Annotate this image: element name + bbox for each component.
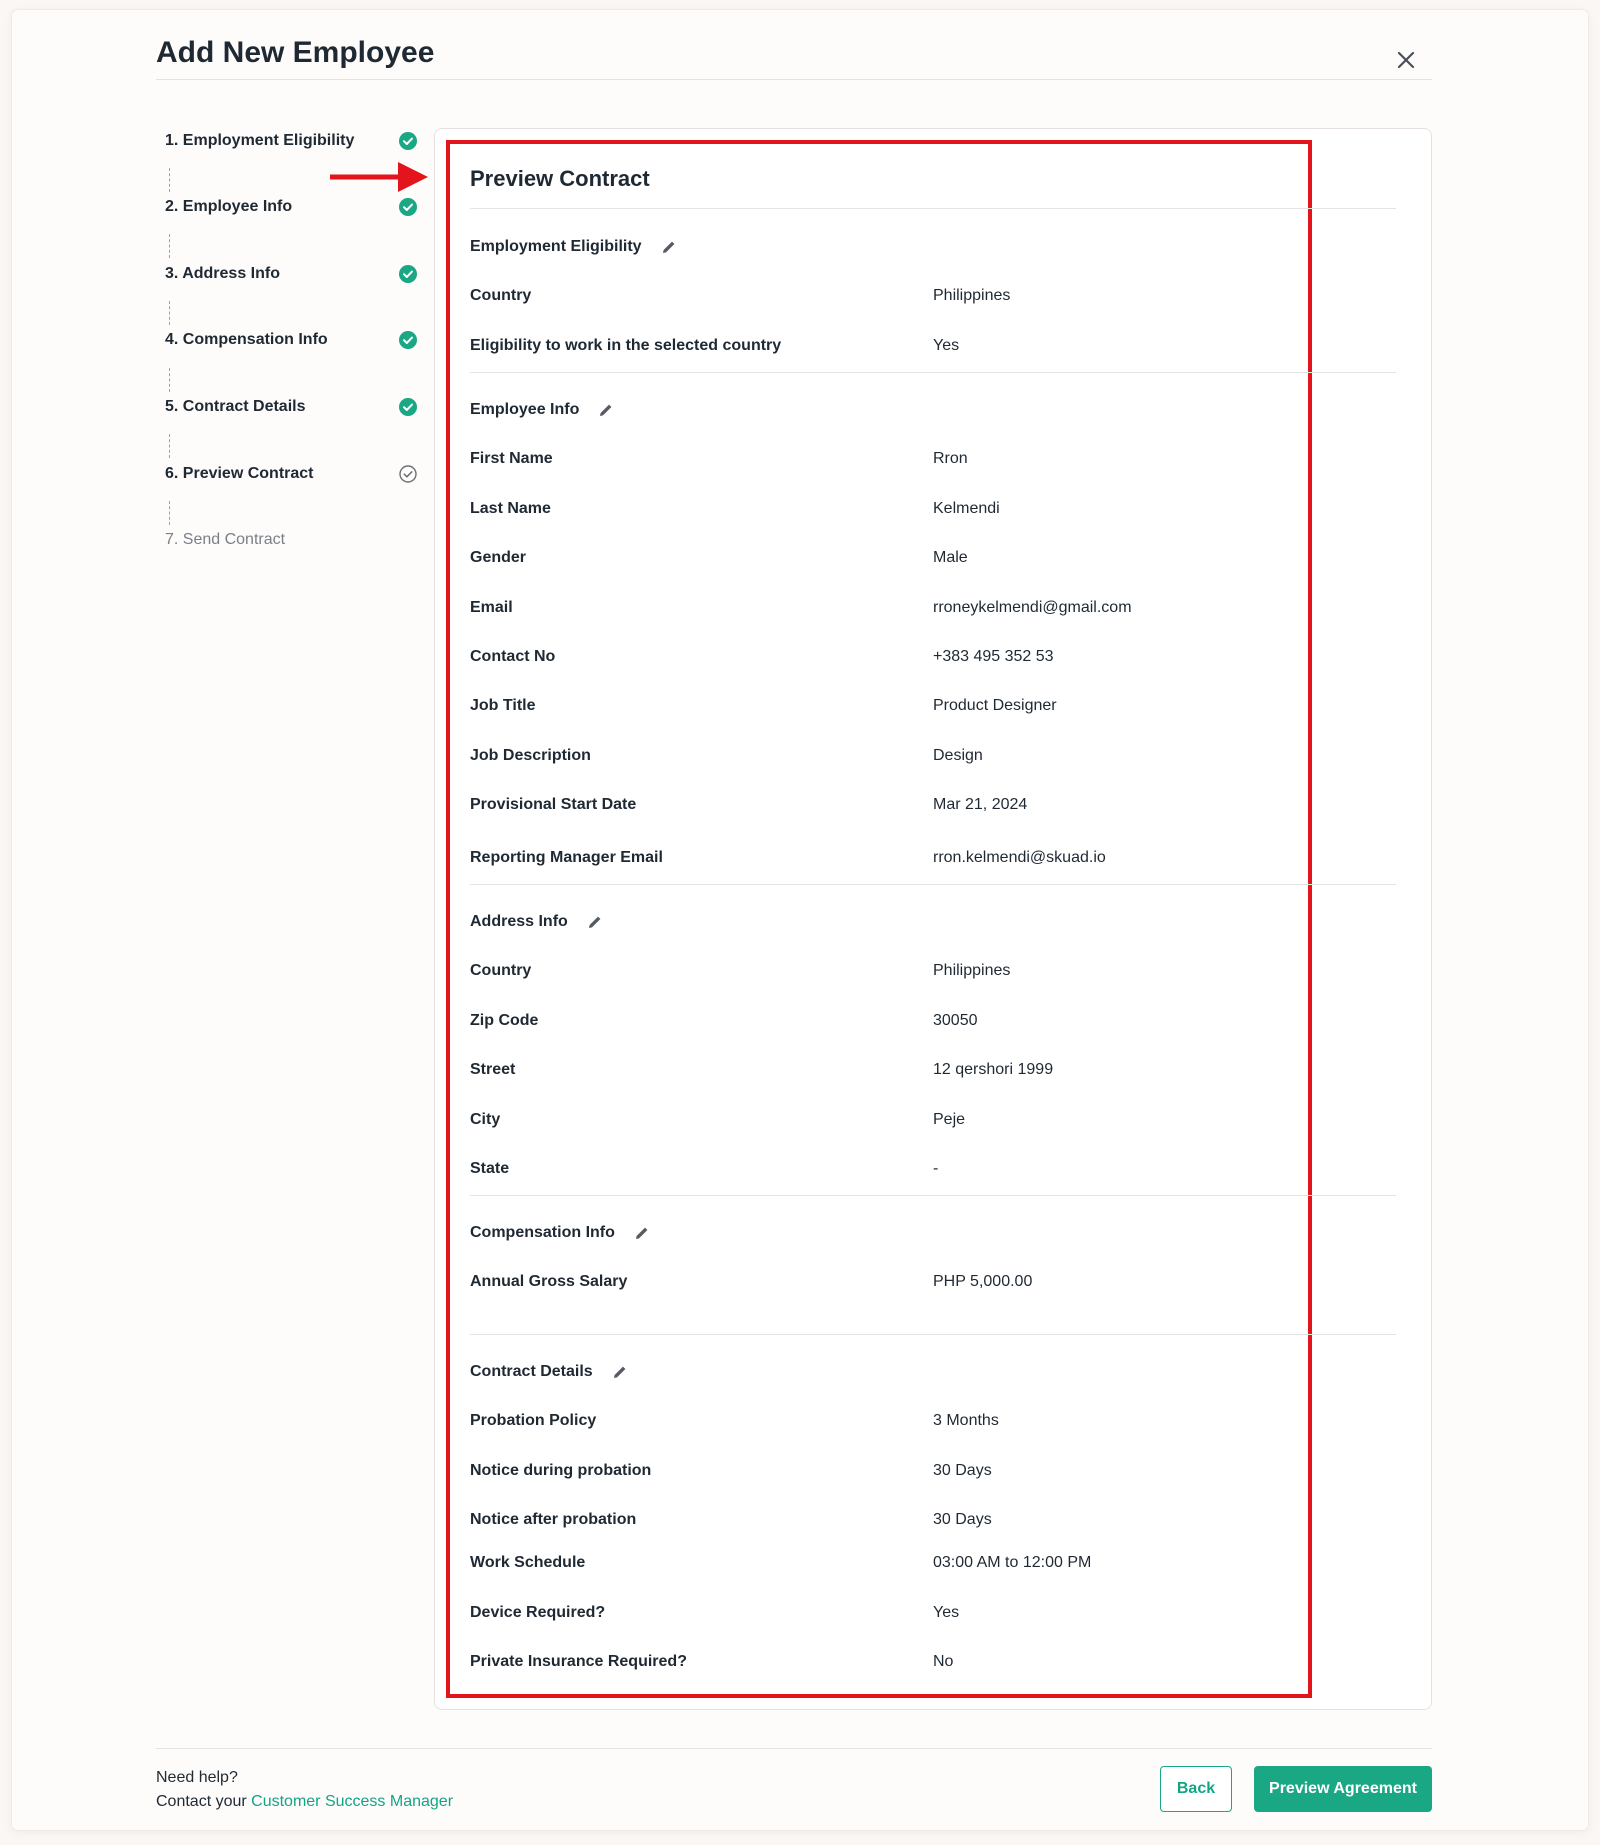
field-label: Contact No bbox=[470, 648, 556, 665]
step-employment-eligibility[interactable] bbox=[165, 132, 420, 156]
check-circle-filled-icon bbox=[398, 397, 418, 417]
field-label: City bbox=[470, 1111, 501, 1128]
step-label: 2. Employee Info bbox=[165, 198, 293, 215]
section-title: Address Info bbox=[470, 913, 568, 930]
section-title: Compensation Info bbox=[470, 1224, 615, 1241]
field-value: Male bbox=[933, 549, 968, 566]
field-label: Probation Policy bbox=[470, 1412, 597, 1429]
field-label: Device Required? bbox=[470, 1604, 606, 1621]
field-label: Email bbox=[470, 599, 513, 616]
field-value: 3 Months bbox=[933, 1412, 999, 1429]
field-value: Peje bbox=[933, 1111, 966, 1128]
field-value: No bbox=[933, 1653, 954, 1670]
step-label: 6. Preview Contract bbox=[165, 465, 314, 482]
step-connector bbox=[169, 234, 170, 258]
field-value: Rron bbox=[933, 450, 968, 467]
field-value: Philippines bbox=[933, 287, 1011, 304]
step-label: 4. Compensation Info bbox=[165, 331, 328, 348]
help-contact-prefix: Contact your bbox=[156, 1793, 252, 1810]
edit-pencil-icon[interactable] bbox=[633, 1224, 651, 1242]
field-value: 30 Days bbox=[933, 1511, 992, 1528]
preview-agreement-button[interactable]: Preview Agreement bbox=[1254, 1766, 1432, 1812]
annotation-arrow-icon bbox=[330, 160, 430, 194]
divider bbox=[470, 1334, 1396, 1335]
close-icon[interactable] bbox=[1392, 46, 1420, 74]
section-compensation-info bbox=[470, 1224, 651, 1242]
field-label: Zip Code bbox=[470, 1012, 539, 1029]
step-connector bbox=[169, 168, 170, 192]
field-label: Reporting Manager Email bbox=[470, 849, 663, 866]
field-label: First Name bbox=[470, 450, 553, 467]
field-value: Philippines bbox=[933, 962, 1011, 979]
field-value: Product Designer bbox=[933, 697, 1057, 714]
field-value: Yes bbox=[933, 337, 960, 354]
field-value: rroneykelmendi@gmail.com bbox=[933, 599, 1132, 616]
field-value: 12 qershori 1999 bbox=[933, 1061, 1054, 1078]
field-value: PHP 5,000.00 bbox=[933, 1273, 1033, 1290]
section-title: Employee Info bbox=[470, 401, 580, 418]
divider bbox=[470, 208, 1396, 209]
field-value: Kelmendi bbox=[933, 500, 1000, 517]
help-contact-text bbox=[156, 1793, 453, 1811]
field-value: rron.kelmendi@skuad.io bbox=[933, 849, 1106, 866]
field-label: Notice after probation bbox=[470, 1511, 637, 1528]
step-compensation-info[interactable] bbox=[165, 331, 420, 355]
field-value: Yes bbox=[933, 1604, 960, 1621]
edit-pencil-icon[interactable] bbox=[586, 913, 604, 931]
step-connector bbox=[169, 368, 170, 392]
back-button[interactable]: Back bbox=[1160, 1766, 1232, 1812]
customer-success-manager-link[interactable]: Customer Success Manager bbox=[251, 1793, 454, 1810]
field-label: Notice during probation bbox=[470, 1462, 652, 1479]
edit-pencil-icon[interactable] bbox=[597, 401, 615, 419]
section-title: Employment Eligibility bbox=[470, 238, 642, 255]
step-send-contract[interactable] bbox=[165, 531, 420, 555]
help-text: Need help? bbox=[156, 1769, 238, 1786]
step-label: 5. Contract Details bbox=[165, 398, 306, 415]
field-value: - bbox=[933, 1160, 939, 1177]
step-connector bbox=[169, 501, 170, 525]
field-label: Job Description bbox=[470, 747, 591, 764]
edit-pencil-icon[interactable] bbox=[660, 238, 678, 256]
field-value: Mar 21, 2024 bbox=[933, 796, 1028, 813]
card-title: Preview Contract bbox=[470, 166, 650, 191]
section-address-info bbox=[470, 913, 604, 931]
field-label: Gender bbox=[470, 549, 527, 566]
field-value: 30 Days bbox=[933, 1462, 992, 1479]
check-circle-filled-icon bbox=[398, 131, 418, 151]
field-label: Private Insurance Required? bbox=[470, 1653, 687, 1670]
field-label: State bbox=[470, 1160, 510, 1177]
field-label: Eligibility to work in the selected country bbox=[470, 337, 782, 354]
step-contract-details[interactable] bbox=[165, 398, 420, 422]
divider bbox=[470, 884, 1396, 885]
field-value: +383 495 352 53 bbox=[933, 648, 1054, 665]
section-employee-info bbox=[470, 401, 615, 419]
step-label: 1. Employment Eligibility bbox=[165, 132, 355, 149]
step-label: 3. Address Info bbox=[165, 265, 280, 282]
check-circle-filled-icon bbox=[398, 330, 418, 350]
step-address-info[interactable] bbox=[165, 265, 420, 289]
divider bbox=[470, 372, 1396, 373]
header-divider bbox=[156, 79, 1432, 80]
field-value: 30050 bbox=[933, 1012, 978, 1029]
field-label: Work Schedule bbox=[470, 1554, 586, 1571]
check-circle-outline-icon bbox=[398, 464, 418, 484]
field-value: 03:00 AM to 12:00 PM bbox=[933, 1554, 1092, 1571]
footer-divider bbox=[156, 1748, 1432, 1749]
step-preview-contract[interactable] bbox=[165, 465, 420, 489]
divider bbox=[470, 1195, 1396, 1196]
field-label: Country bbox=[470, 962, 532, 979]
step-employee-info[interactable] bbox=[165, 198, 420, 222]
field-label: Country bbox=[470, 287, 532, 304]
step-label: 7. Send Contract bbox=[165, 531, 286, 548]
step-connector bbox=[169, 434, 170, 458]
edit-pencil-icon[interactable] bbox=[611, 1363, 629, 1381]
field-label: Annual Gross Salary bbox=[470, 1273, 628, 1290]
section-contract-details bbox=[470, 1363, 629, 1381]
field-label: Last Name bbox=[470, 500, 551, 517]
check-circle-filled-icon bbox=[398, 264, 418, 284]
step-connector bbox=[169, 301, 170, 325]
field-label: Street bbox=[470, 1061, 516, 1078]
field-value: Design bbox=[933, 747, 983, 764]
section-employment-eligibility bbox=[470, 238, 678, 256]
check-circle-filled-icon bbox=[398, 197, 418, 217]
dialog-title: Add New Employee bbox=[156, 36, 435, 69]
field-label: Provisional Start Date bbox=[470, 796, 637, 813]
field-label: Job Title bbox=[470, 697, 536, 714]
section-title: Contract Details bbox=[470, 1363, 593, 1380]
